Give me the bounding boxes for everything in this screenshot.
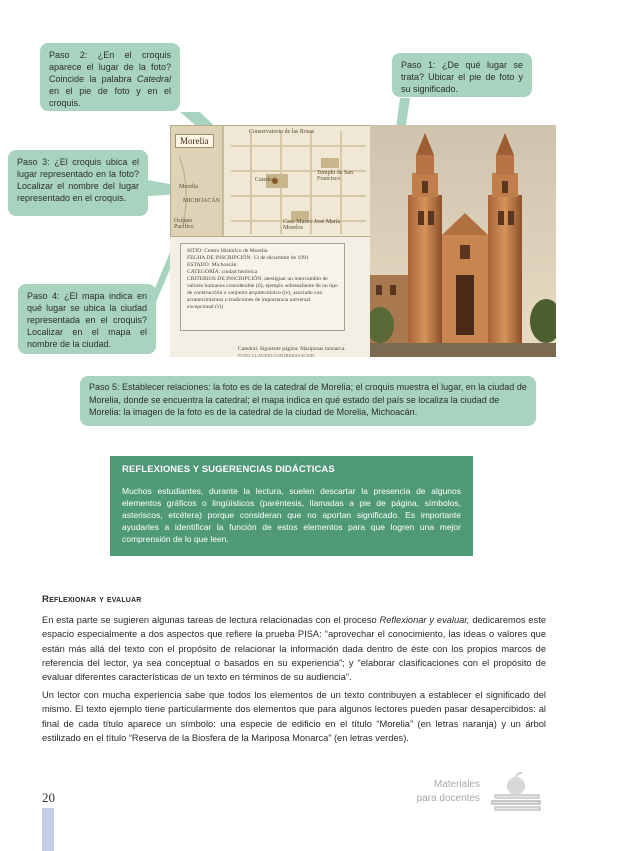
map-label-conservatorio: Conservatorio de las Rosas: [249, 129, 315, 135]
caption-credit: FOTO: CLAUDIO CONTRERAS KOOB: [238, 353, 315, 358]
reflexiones-box: [110, 456, 473, 556]
paragraph-1-emphasis: Reflexionar y evaluar,: [379, 615, 470, 625]
map-label-michoacan: MICHOACÁN: [183, 198, 221, 204]
map-label-morelia: Morelia: [179, 184, 198, 190]
map-label-catedral: Catedral: [255, 177, 276, 183]
books-apple-icon: [488, 772, 544, 816]
callout-step3: [8, 150, 148, 216]
map-title: Morelia: [175, 134, 214, 148]
doc-line-criterios: CRITERIOS DE INSCRIPCIÓN: atestiguar un intercambio de valores humanos considerable (ii), ejemplo sobresaliente de un tipo de construcción o conjunto arquitectónico (iv), asociado con acontecimientos o tradiciones de importancia universal excepcional (vi): [187, 276, 338, 310]
paragraph-1-end: dedicaremos este espacio especialmente a dos aspectos que refiere la prueba PISA: “aprovechar el conocimiento, las ideas o valores que están más allá del texto con el propósito de relacionar la información dada dentro de éste con los propios marcos de referencia del lector, ya sea conceptual o basados en su experiencia”; y “elaborar clasificaciones con el propósito de evaluar diferentes características de un texto en términos de su audiencia”.: [42, 615, 546, 683]
doc-line-estado: ESTADO: Michoacán: [187, 262, 237, 268]
doc-line-sitio: SITIO: Centro Histórico de Morelia: [187, 248, 268, 254]
step5-text: Paso 5: Establecer relaciones: la foto es de la catedral de Morelia; el croquis muestra el lugar, en la ciudad de Morelia, donde se encuentra la catedral; el mapa indica en qué estado del país se localiza la ciudad de Morelia: la imagen de la foto es de la catedral de la ciudad de Morelia, Michoacán.: [89, 382, 527, 417]
paragraph-1: [42, 613, 546, 684]
side-color-bar: [42, 808, 54, 851]
callout-step5: [80, 376, 536, 426]
callout-step4: [18, 284, 156, 354]
map-label-casa-museo: Casa Museo José María Morelos: [283, 219, 341, 231]
heritage-info-card: [180, 243, 345, 331]
page-number: 20: [42, 790, 55, 805]
step4-text: Paso 4: ¿El mapa indica en qué lugar se ubica la ciudad representada en el croquis? Localizar en el mapa el nombre de la ciudad.: [27, 291, 147, 349]
step2-text-end: en el pie de foto y en el croquis.: [49, 86, 171, 108]
photo-caption: [238, 346, 346, 358]
map-label-templo: Templo de San Francisco: [317, 170, 353, 182]
materials-line-1: Materiales: [433, 779, 480, 790]
paragraph-1-start: En esta parte se sugieren algunas tareas de lectura relacionadas con el proceso: [42, 615, 380, 625]
cathedral-photo: [370, 125, 556, 357]
caption-text: Catedral. Siguiente página: Mariposas monarca.: [238, 346, 346, 352]
step2-emphasis: Catedral: [136, 74, 171, 84]
step2-text: Paso 2: ¿En el croquis aparece el lugar de la foto? Coincide la palabra: [49, 50, 171, 84]
map-croquis: [170, 125, 372, 237]
step3-text: Paso 3: ¿El croquis ubica el lugar representado en la foto? Localizar el nombre del lugar representado en el croquis.: [17, 157, 139, 203]
doc-line-fecha: FECHA DE INSCRIPCIÓN: 13 de diciembre de 1991: [187, 255, 309, 261]
callout-step2: [40, 43, 180, 111]
reflexiones-text: Muchos estudiantes, durante la lectura, suelen descartar la presencia de algunos elementos gráficos o lingüísticos (paréntesis, llamadas a pie de página, símbolos, asteriscos, etcétera) porque consideran que no aportan significado. Es importante ayudarles a identificar la función de estos elementos para que logren una mejor comprensión de lo que leen.: [122, 486, 461, 544]
step1-text: Paso 1: ¿De qué lugar se trata? Ubicar el pie de foto y su significado.: [401, 60, 523, 94]
doc-line-categoria: CATEGORÍA: ciudad histórica: [187, 269, 258, 275]
paragraph-2: Un lector con mucha experiencia sabe que todos los elementos de un texto contribuyen a establecer el significado del mismo. El texto ejemplo tiene particularmente dos elementos que para algunos lectores pueden pasar desapercibidos: al final de cada título aparece un símbolo: una especie de edificio en el título “Morelia” (en letras naranja) y un árbol estilizado en el título “Reserva de la Biosfera de la Mariposa Monarca” (en letras verdes).: [42, 690, 546, 743]
materials-line-2: para docentes: [416, 793, 480, 804]
callout-step1: [392, 53, 532, 97]
map-label-oceano: Océano Pacífico: [174, 218, 194, 230]
reflexiones-title: REFLEXIONES Y SUGERENCIAS DIDÁCTICAS: [122, 464, 335, 475]
section-title: Reflexionar y evaluar: [42, 594, 142, 605]
materials-label: [400, 778, 480, 806]
